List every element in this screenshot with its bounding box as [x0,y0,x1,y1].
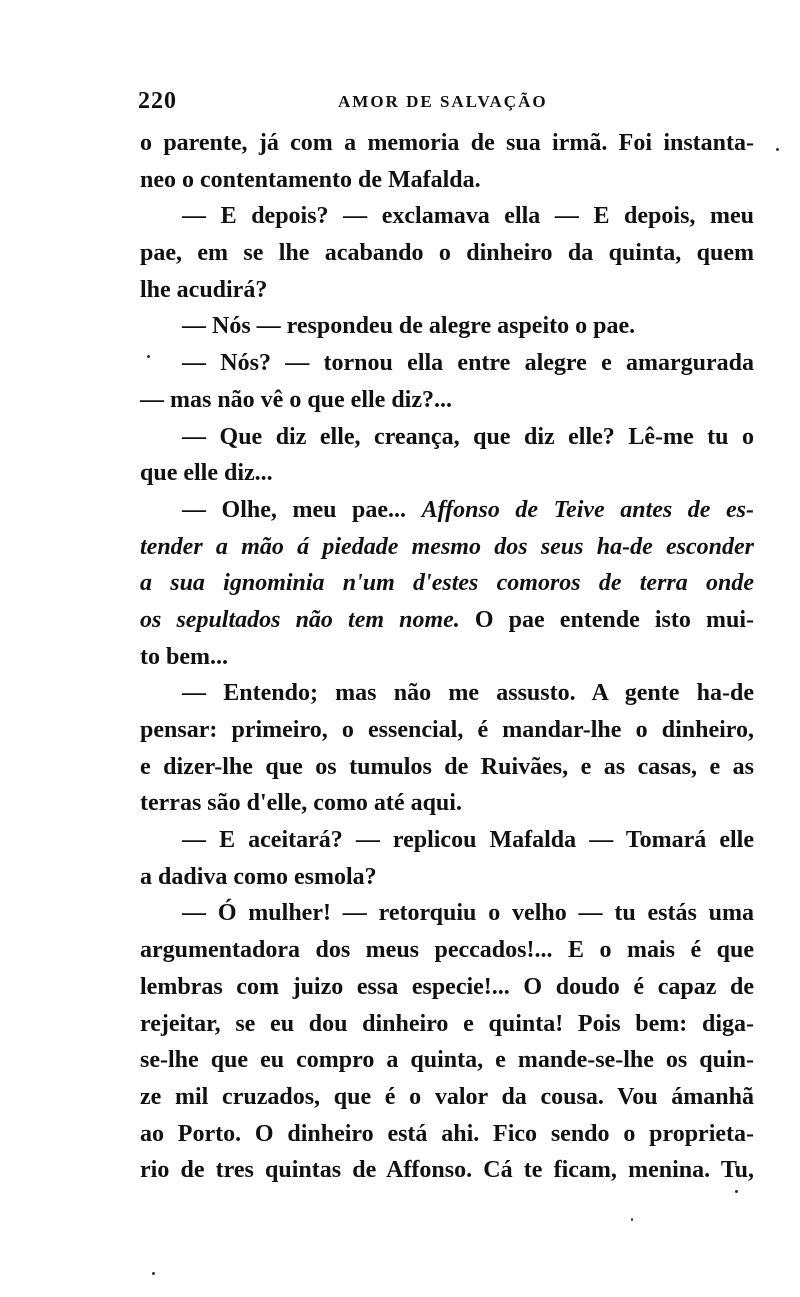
text-line [140,859,754,896]
text-line [140,1006,754,1043]
text-segment: — mas não vê o que elle diz?... [140,386,452,413]
text-line [140,895,754,932]
text-segment: terras são d'elle, como até aqui. [140,790,462,817]
text-line [140,308,754,345]
text-segment: neo o contentamento de Mafalda. [140,166,481,193]
text-line [140,749,754,786]
text-line [140,235,754,272]
text-segment: lembras com juizo essa especie!... O doudo é capaz de [140,973,754,1000]
text-line [140,1079,754,1116]
text-line [140,455,754,492]
text-segment: — Nós? — tornou ella entre alegre e amargurada [182,350,754,377]
text-segment: ze mil cruzados, que é o valor da cousa. Vou ámanhã [140,1083,754,1110]
text-segment: — Entendo; mas não me assusto. A gente ha-de [182,680,754,707]
text-segment: — E aceitará? — replicou Mafalda — Tomará elle [182,827,754,854]
text-line [140,198,754,235]
text-line [140,419,754,456]
text-line [140,345,754,382]
page-body-text [140,125,754,1189]
text-segment: ao Porto. O dinheiro está ahi. Fico sendo o proprieta- [140,1120,754,1147]
text-line [140,822,754,859]
italic-text-segment: Affonso de Teive antes de es- [421,496,755,523]
scan-speck [152,1272,155,1275]
text-segment: se-lhe que eu compro a quinta, e mande-se-lhe os quin- [140,1047,754,1074]
text-line [140,932,754,969]
text-line [140,125,754,162]
text-segment: — Ó mulher! — retorquiu o velho — tu estás uma [182,900,754,927]
text-line [140,969,754,1006]
text-line [140,602,754,639]
text-line [140,272,754,309]
text-line [140,675,754,712]
text-segment: — E depois? — exclamava ella — E depois, meu [182,203,754,230]
scan-speck [776,148,779,151]
text-segment: to bem... [140,643,228,670]
scan-speck [631,1218,633,1221]
page-header [138,88,752,122]
text-segment: rejeitar, se eu dou dinheiro e quinta! Pois bem: diga- [140,1010,754,1037]
page-number: 220 [138,88,177,114]
text-segment: — Olhe, meu pae... [182,496,422,523]
text-segment: O pae entende isto mui- [459,606,754,633]
text-line [140,1042,754,1079]
text-segment: argumentadora dos meus peccados!... E o mais é que [140,937,754,964]
scan-speck [735,1190,738,1193]
text-segment: o parente, já com a memoria de sua irmã. Foi instanta- [140,130,754,156]
text-line [140,565,754,602]
text-line [140,785,754,822]
italic-text-segment: os sepultados não tem nome. [140,606,460,633]
text-segment: — Que diz elle, creança, que diz elle? Lê-me tu o [182,423,754,450]
text-segment: rio de tres quintas de Affonso. Cá te ficam, menina. Tu, [140,1157,754,1184]
text-segment: a dadiva como esmola? [140,863,377,890]
scan-speck [147,355,150,358]
text-line [140,492,754,529]
text-segment: que elle diz... [140,460,273,487]
text-line [140,1116,754,1153]
text-segment: pensar: primeiro, o essencial, é mandar-lhe o dinheiro, [140,717,754,743]
running-title: AMOR DE SALVAÇÃO [338,92,548,111]
text-line [140,162,754,199]
text-segment: — Nós — respondeu de alegre aspeito o pae. [182,313,636,340]
italic-text-segment: a sua ignominia n'um d'estes comoros de terra onde [140,570,754,597]
italic-text-segment: tender a mão á piedade mesmo dos seus ha-de esconder [140,533,754,560]
text-line [140,712,754,749]
text-segment: lhe acudirá? [140,276,268,303]
text-line [140,382,754,419]
text-segment: e dizer-lhe que os tumulos de Ruivães, e as casas, e as [140,753,754,780]
text-line [140,639,754,676]
text-segment: pae, em se lhe acabando o dinheiro da quinta, quem [140,240,754,267]
text-line [140,529,754,566]
text-line [140,1152,754,1189]
